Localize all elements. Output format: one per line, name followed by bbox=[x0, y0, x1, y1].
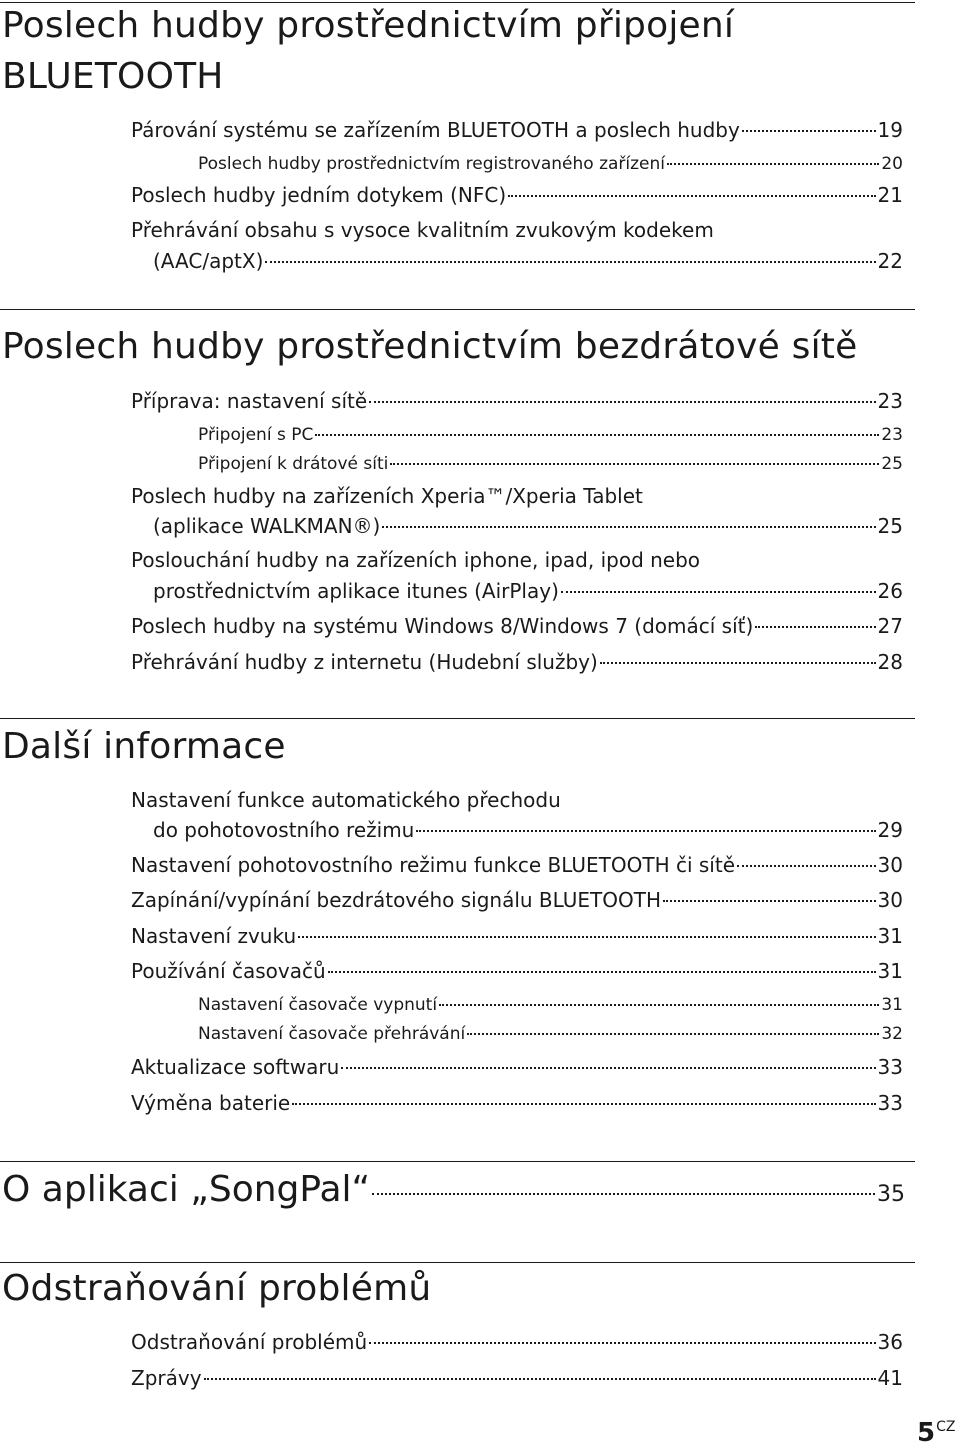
toc-entry-page: 21 bbox=[877, 183, 903, 207]
toc-entry-label: do pohotovostního režimu bbox=[153, 818, 415, 842]
toc-entry-page: 22 bbox=[877, 249, 903, 273]
dot-leader bbox=[204, 1378, 876, 1380]
toc-entry-page: 30 bbox=[877, 853, 903, 877]
toc-entry-label: Připojení k drátové síti bbox=[198, 454, 389, 474]
toc-entry-label: Výměna baterie bbox=[131, 1091, 291, 1115]
dot-leader bbox=[600, 662, 876, 664]
toc-entry-label: Zapínání/vypínání bezdrátového signálu BLUETOOTH bbox=[131, 888, 662, 912]
toc-entry[interactable] bbox=[131, 648, 903, 676]
toc-entry-label: Nastavení pohotovostního režimu funkce BLUETOOTH či sítě bbox=[131, 853, 736, 877]
dot-leader bbox=[328, 971, 876, 973]
toc-entry[interactable] bbox=[131, 387, 903, 415]
toc-entry-page: 36 bbox=[877, 1330, 903, 1354]
toc-entry-page: 32 bbox=[881, 1024, 903, 1044]
dot-leader bbox=[298, 936, 875, 938]
toc-entry-label-line1: Poslouchání hudby na zařízeních iphone, ipad, ipod nebo bbox=[131, 548, 701, 572]
dot-leader bbox=[416, 830, 875, 832]
toc-subentry[interactable] bbox=[198, 1022, 903, 1046]
section-divider bbox=[0, 718, 915, 719]
dot-leader bbox=[315, 434, 879, 436]
dot-leader bbox=[369, 1342, 875, 1344]
toc-entry-label: Nastavení časovače přehrávání bbox=[198, 1024, 466, 1044]
dot-leader bbox=[755, 626, 875, 628]
toc-entry-page: 30 bbox=[877, 888, 903, 912]
toc-entry[interactable] bbox=[131, 851, 903, 879]
dot-leader bbox=[467, 1033, 879, 1035]
dot-leader bbox=[372, 1193, 875, 1195]
dot-leader bbox=[390, 463, 879, 465]
section-divider bbox=[0, 1262, 915, 1263]
section-title-more: Další informace bbox=[2, 726, 286, 767]
toc-entry[interactable] bbox=[131, 1053, 903, 1081]
toc-entry-label: (aplikace WALKMAN®) bbox=[153, 514, 381, 538]
toc-entry-label: Párování systému se zařízením BLUETOOTH a poslech hudby bbox=[131, 118, 740, 142]
dot-leader bbox=[561, 591, 876, 593]
dot-leader bbox=[292, 1103, 875, 1105]
toc-entry-label: Nastavení časovače vypnutí bbox=[198, 995, 438, 1015]
toc-entry-page: 31 bbox=[877, 959, 903, 983]
dot-leader bbox=[382, 526, 875, 528]
toc-entry-label: Nastavení zvuku bbox=[131, 924, 297, 948]
page-number bbox=[917, 1412, 955, 1448]
toc-entry-page: 31 bbox=[877, 924, 903, 948]
toc-entry-label: Příprava: nastavení sítě bbox=[131, 389, 368, 413]
section-divider bbox=[0, 1161, 915, 1162]
toc-entry-page: 19 bbox=[877, 118, 903, 142]
toc-entry[interactable] bbox=[131, 1089, 903, 1117]
dot-leader bbox=[369, 401, 875, 403]
toc-entry[interactable] bbox=[131, 1328, 903, 1356]
toc-entry-label: Přehrávání hudby z internetu (Hudební služby) bbox=[131, 650, 598, 674]
toc-entry-label-line1: Poslech hudby na zařízeních Xperia™/Xperia Tablet bbox=[131, 484, 643, 508]
toc-entry-page: 25 bbox=[877, 514, 903, 538]
toc-entry-page: 27 bbox=[877, 614, 903, 638]
toc-entry-page: 35 bbox=[877, 1182, 905, 1207]
toc-subentry[interactable] bbox=[198, 423, 903, 447]
section-title-network: Poslech hudby prostřednictvím bezdrátové sítě bbox=[2, 326, 858, 367]
section-title-troubleshooting: Odstraňování problémů bbox=[2, 1268, 432, 1309]
section-title-bluetooth: Poslech hudby prostřednictvím připojení bbox=[2, 5, 735, 46]
toc-entry[interactable] bbox=[131, 886, 903, 914]
toc-subentry[interactable] bbox=[198, 993, 903, 1017]
dot-leader bbox=[663, 900, 876, 902]
toc-entry-page: 20 bbox=[881, 154, 903, 174]
section-divider bbox=[0, 2, 915, 3]
toc-entry-label-line1: Nastavení funkce automatického přechodu bbox=[131, 788, 561, 812]
toc-entry[interactable] bbox=[131, 181, 903, 209]
toc-entry-label: Odstraňování problémů bbox=[131, 1330, 368, 1354]
section-divider bbox=[0, 309, 915, 310]
toc-entry[interactable] bbox=[153, 577, 903, 605]
dot-leader bbox=[341, 1067, 875, 1069]
toc-subentry[interactable] bbox=[198, 152, 903, 176]
language-code: CZ bbox=[936, 1419, 956, 1435]
dot-leader bbox=[439, 1004, 879, 1006]
toc-entry-page: 23 bbox=[881, 425, 903, 445]
dot-leader bbox=[742, 130, 876, 132]
toc-entry-page: 33 bbox=[877, 1055, 903, 1079]
dot-leader bbox=[265, 261, 875, 263]
toc-entry[interactable] bbox=[131, 922, 903, 950]
toc-entry[interactable] bbox=[131, 1364, 903, 1392]
toc-entry[interactable] bbox=[153, 816, 903, 844]
toc-entry[interactable] bbox=[153, 512, 903, 540]
toc-entry[interactable] bbox=[131, 116, 903, 144]
toc-entry[interactable] bbox=[131, 957, 903, 985]
toc-entry[interactable] bbox=[153, 247, 903, 275]
toc-entry-label: Používání časovačů bbox=[131, 959, 326, 983]
dot-leader bbox=[667, 163, 879, 165]
section-title-bluetooth-line2: BLUETOOTH bbox=[2, 56, 224, 97]
section-title-songpal: O aplikaci „SongPal“ bbox=[2, 1169, 371, 1210]
toc-entry-label-line1: Přehrávání obsahu s vysoce kvalitním zvukovým kodekem bbox=[131, 218, 714, 242]
toc-entry-page: 23 bbox=[877, 389, 903, 413]
toc-entry-label: Zprávy bbox=[131, 1366, 202, 1390]
dot-leader bbox=[508, 195, 875, 197]
page-number-value: 5 bbox=[917, 1418, 936, 1448]
toc-entry-page: 33 bbox=[877, 1091, 903, 1115]
toc-entry-label: Poslech hudby jedním dotykem (NFC) bbox=[131, 183, 507, 207]
toc-entry[interactable] bbox=[131, 612, 903, 640]
toc-entry-label: (AAC/aptX) bbox=[153, 249, 264, 273]
dot-leader bbox=[737, 865, 876, 867]
toc-entry-page: 41 bbox=[877, 1366, 903, 1390]
toc-entry-label: prostřednictvím aplikace itunes (AirPlay) bbox=[153, 579, 559, 603]
toc-entry-label: Poslech hudby na systému Windows 8/Windows 7 (domácí síť) bbox=[131, 614, 754, 638]
toc-entry-label: Poslech hudby prostřednictvím registrovaného zařízení bbox=[198, 154, 666, 174]
toc-entry-page: 31 bbox=[881, 995, 903, 1015]
toc-entry-page: 26 bbox=[877, 579, 903, 603]
toc-entry-songpal[interactable] bbox=[2, 1168, 905, 1217]
toc-entry-page: 28 bbox=[877, 650, 903, 674]
toc-entry-label: Aktualizace softwaru bbox=[131, 1055, 340, 1079]
toc-entry-label: Připojení s PC bbox=[198, 425, 314, 445]
toc-entry-page: 25 bbox=[881, 454, 903, 474]
toc-subentry[interactable] bbox=[198, 452, 903, 476]
toc-entry-page: 29 bbox=[877, 818, 903, 842]
